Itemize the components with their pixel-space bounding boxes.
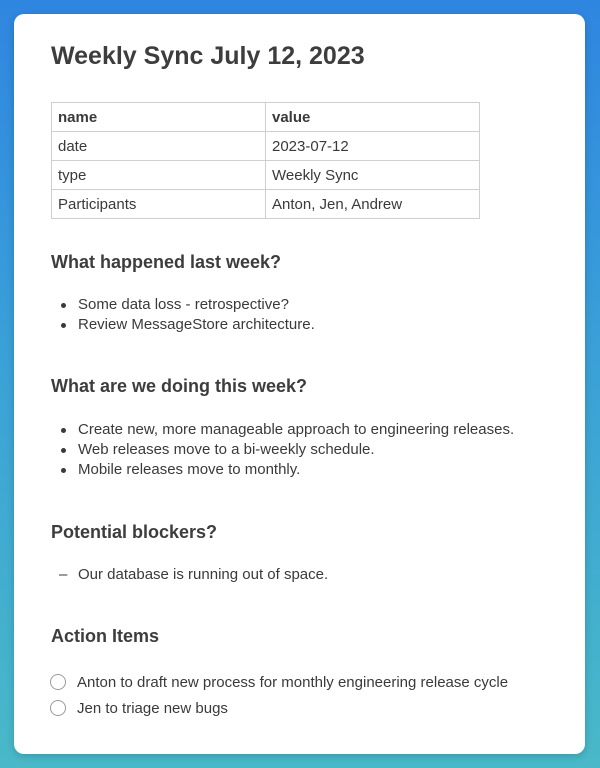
heading-action-items: Action Items <box>51 626 160 646</box>
todo-label: Jen to triage new bugs <box>77 700 228 717</box>
list-item: Web releases move to a bi-weekly schedule. <box>51 440 514 460</box>
todo-item <box>50 670 508 696</box>
todo-label: Anton to draft new process for monthly engineering release cycle <box>77 674 509 691</box>
heading-this-week: What are we doing this week? <box>51 376 308 396</box>
column-header-value: value <box>266 103 480 132</box>
heading-last-week: What happened last week? <box>51 252 282 272</box>
table-header-row <box>52 103 480 132</box>
table-row <box>52 190 480 219</box>
table-cell: type <box>52 161 266 190</box>
this-week-list <box>51 420 514 480</box>
list-item: Some data loss - retrospective? <box>51 295 315 315</box>
page-title: Weekly Sync July 12, 2023 <box>51 42 365 70</box>
list-item: – Our database is running out of space. <box>51 565 328 585</box>
last-week-list <box>51 295 315 335</box>
table-cell: date <box>52 132 266 161</box>
table-row <box>52 161 480 190</box>
action-items-list <box>50 670 508 722</box>
table-row <box>52 132 480 161</box>
note-card <box>14 14 585 754</box>
list-item: Mobile releases move to monthly. <box>51 460 514 480</box>
properties-table <box>51 102 480 219</box>
column-header-name: name <box>52 103 266 132</box>
table-cell: Anton, Jen, Andrew <box>266 190 480 219</box>
blockers-list <box>51 565 328 585</box>
todo-checkbox[interactable] <box>50 700 66 716</box>
todo-checkbox[interactable] <box>50 674 66 690</box>
table-cell: 2023-07-12 <box>266 132 480 161</box>
todo-item <box>50 696 508 722</box>
list-item: Create new, more manageable approach to engineering releases. <box>51 420 514 440</box>
table-cell: Weekly Sync <box>266 161 480 190</box>
list-item: Review MessageStore architecture. <box>51 315 315 335</box>
table-cell: Participants <box>52 190 266 219</box>
heading-blockers: Potential blockers? <box>51 522 218 542</box>
